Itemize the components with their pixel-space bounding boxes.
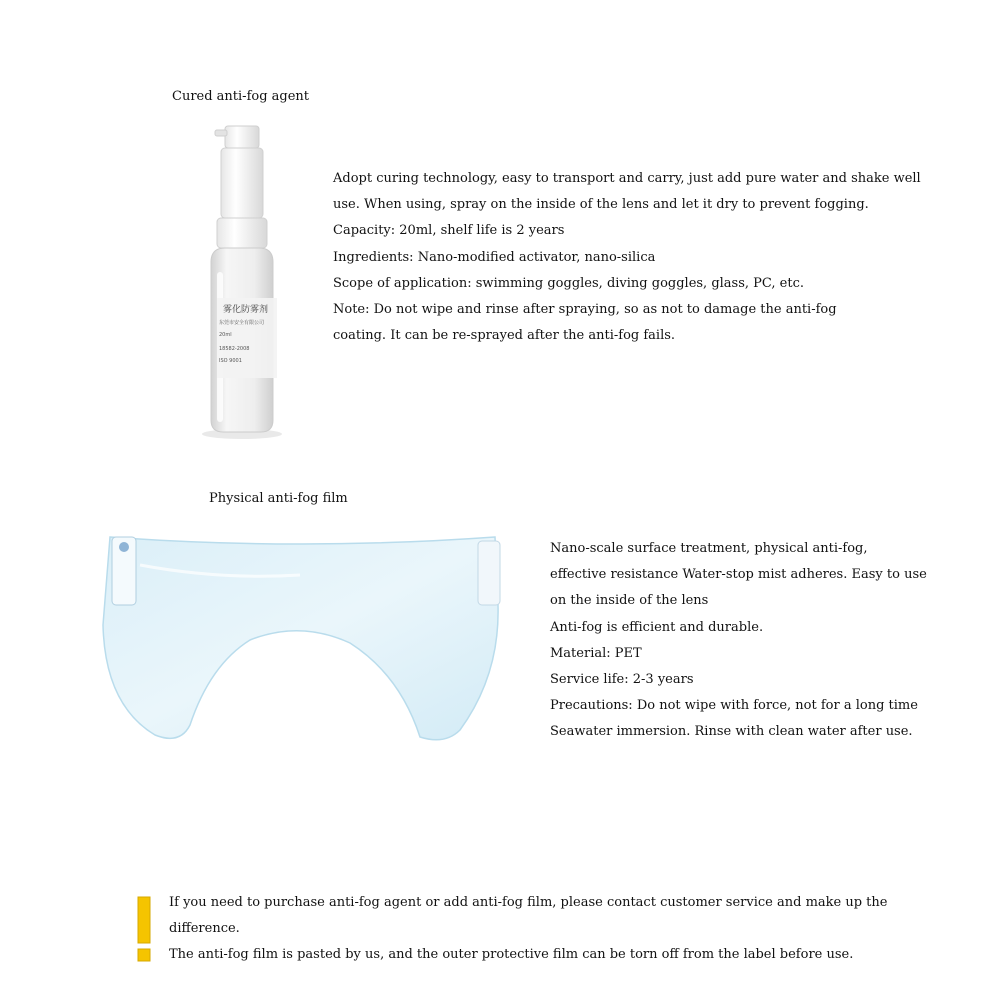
spray-description	[333, 166, 921, 349]
film-line: Precautions: Do not wipe with force, not for a long time	[550, 698, 918, 714]
bottle-label-iso: ISO 9001	[219, 358, 242, 364]
film-line: Service life: 2-3 years	[550, 671, 694, 687]
spray-line: Ingredients: Nano-modified activator, nano-silica	[333, 249, 656, 265]
spray-line: Capacity: 20ml, shelf life is 2 years	[333, 223, 565, 239]
notice-line: If you need to purchase anti-fog agent or add anti-fog film, please contact customer service and make up the	[169, 895, 888, 910]
anti-fog-film-image	[100, 525, 520, 750]
spray-line: use. When using, spray on the inside of the lens and let it dry to prevent fogging.	[333, 197, 869, 213]
spray-line: Adopt curing technology, easy to transport and carry, just add pure water and shake well	[333, 171, 921, 186]
film-line: Anti-fog is efficient and durable.	[550, 619, 764, 635]
notice-line: difference.	[169, 921, 240, 936]
film-line: effective resistance Water-stop mist adheres. Easy to use	[550, 567, 927, 583]
bottle-label-capacity: 20ml	[219, 332, 232, 338]
film-line: on the inside of the lens	[550, 593, 709, 609]
film-line: Material: PET	[550, 645, 642, 661]
exclamation-icon	[135, 893, 153, 965]
spray-bottle-image	[195, 122, 290, 442]
notice-text	[169, 890, 887, 968]
notice-line: The anti-fog film is pasted by us, and the outer protective film can be torn off from the label before use.	[169, 947, 854, 962]
film-caption: Physical anti-fog film	[209, 491, 348, 506]
film-description	[550, 536, 927, 746]
spray-line: Note: Do not wipe and rinse after spraying, so as not to damage the anti-fog	[333, 301, 837, 317]
bottle-label-company: 东莞市安全有限公司	[219, 320, 265, 326]
film-line: Seawater immersion. Rinse with clean water after use.	[550, 724, 913, 740]
bottle-label-title: 雾化防雾剂	[223, 305, 269, 315]
spray-line: Scope of application: swimming goggles, diving goggles, glass, PC, etc.	[333, 275, 804, 291]
bottle-label-standard: 18582-2008	[219, 346, 250, 352]
spray-caption: Cured anti-fog agent	[172, 89, 310, 104]
spray-line: coating. It can be re-sprayed after the anti-fog fails.	[333, 328, 676, 344]
film-line: Nano-scale surface treatment, physical anti-fog,	[550, 541, 868, 556]
